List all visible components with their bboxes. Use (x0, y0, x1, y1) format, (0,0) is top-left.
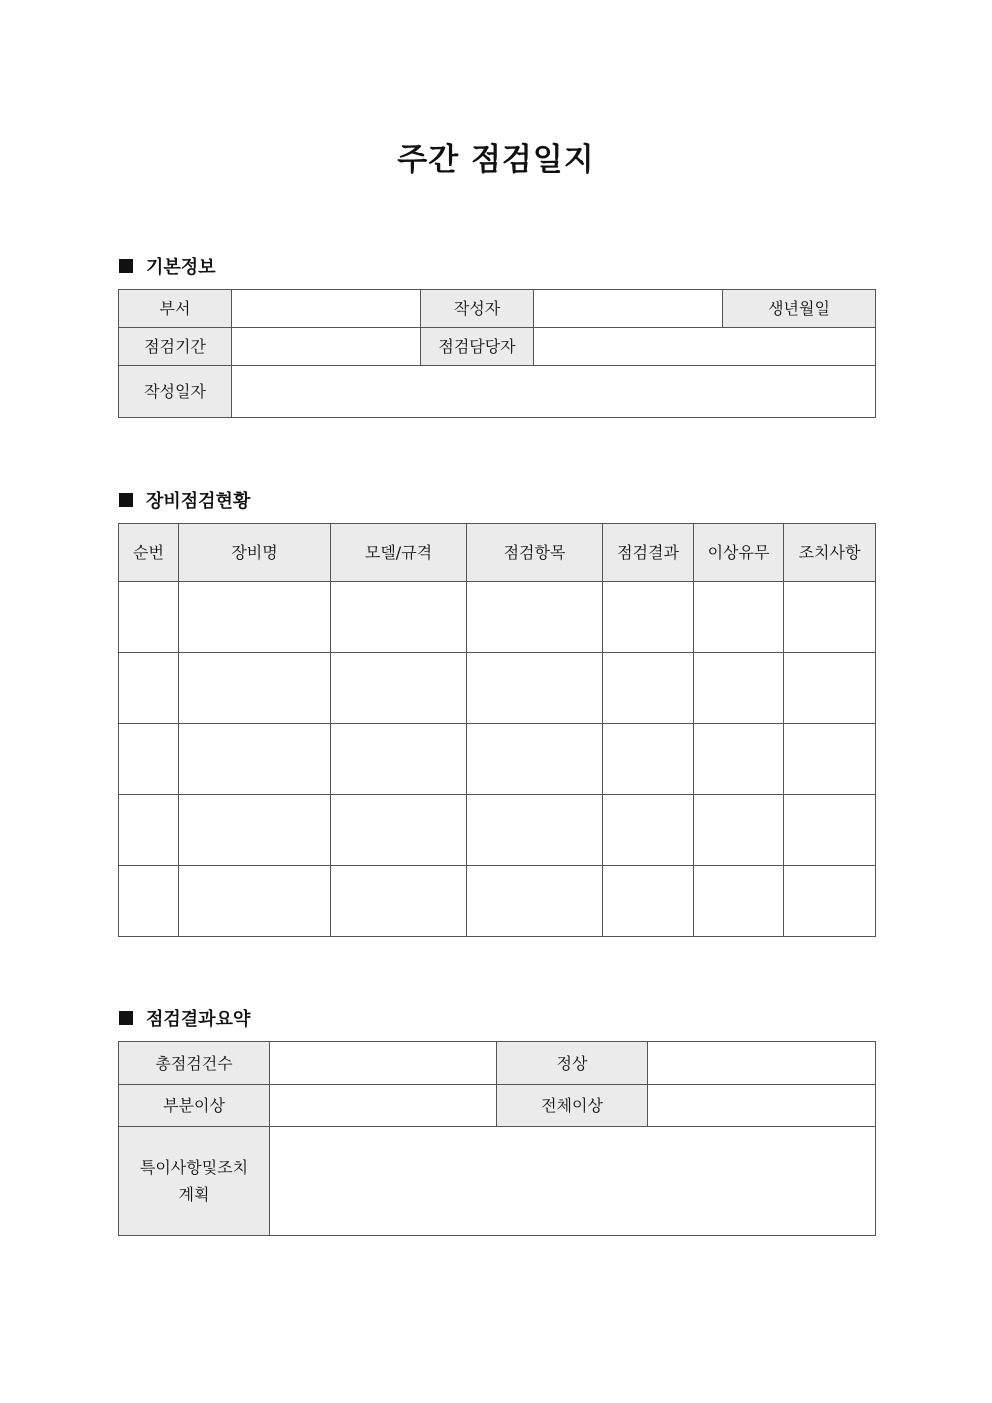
table-row (119, 795, 876, 866)
table-row (119, 582, 876, 653)
cell-equipment-name[interactable] (179, 653, 331, 724)
section-title: 점검결과요약 (146, 1009, 251, 1030)
header-no: 순번 (119, 524, 179, 582)
header-action: 조치사항 (784, 524, 876, 582)
remarks-field[interactable] (270, 1127, 876, 1236)
section-heading-summary (119, 1005, 250, 1031)
cell-action[interactable] (784, 866, 876, 937)
cell-inspection-item[interactable] (467, 866, 603, 937)
cell-equipment-name[interactable] (179, 866, 331, 937)
header-equipment-name: 장비명 (179, 524, 331, 582)
square-bullet-icon (119, 1011, 133, 1025)
section-heading-equipment (119, 487, 250, 513)
department-field[interactable] (232, 290, 421, 328)
table-row (119, 866, 876, 937)
written-date-label: 작성일자 (119, 366, 232, 418)
cell-action[interactable] (784, 795, 876, 866)
inspection-period-label: 점검기간 (119, 328, 232, 366)
cell-model-spec[interactable] (331, 724, 467, 795)
partial-issue-label: 부분이상 (119, 1085, 270, 1127)
cell-model-spec[interactable] (331, 582, 467, 653)
cell-inspection-result[interactable] (603, 795, 694, 866)
equipment-table (118, 523, 876, 937)
cell-inspection-item[interactable] (467, 653, 603, 724)
cell-model-spec[interactable] (331, 866, 467, 937)
table-row (119, 653, 876, 724)
cell-inspection-result[interactable] (603, 866, 694, 937)
cell-action[interactable] (784, 653, 876, 724)
cell-no[interactable] (119, 724, 179, 795)
cell-no[interactable] (119, 582, 179, 653)
author-field[interactable] (534, 290, 723, 328)
header-model-spec: 모델/규격 (331, 524, 467, 582)
cell-no[interactable] (119, 866, 179, 937)
square-bullet-icon (119, 259, 133, 273)
total-count-label: 총점검건수 (119, 1042, 270, 1085)
cell-action[interactable] (784, 582, 876, 653)
cell-inspection-item[interactable] (467, 724, 603, 795)
inspector-field[interactable] (534, 328, 876, 366)
cell-equipment-name[interactable] (179, 582, 331, 653)
department-label: 부서 (119, 290, 232, 328)
basic-info-table (118, 289, 876, 418)
cell-inspection-result[interactable] (603, 724, 694, 795)
partial-issue-field[interactable] (270, 1085, 497, 1127)
cell-inspection-item[interactable] (467, 582, 603, 653)
total-issue-label: 전체이상 (497, 1085, 648, 1127)
cell-abnormality[interactable] (694, 582, 784, 653)
cell-inspection-result[interactable] (603, 653, 694, 724)
header-abnormality: 이상유무 (694, 524, 784, 582)
cell-model-spec[interactable] (331, 653, 467, 724)
cell-abnormality[interactable] (694, 795, 784, 866)
cell-no[interactable] (119, 795, 179, 866)
inspector-label: 점검담당자 (421, 328, 534, 366)
normal-field[interactable] (648, 1042, 876, 1085)
square-bullet-icon (119, 493, 133, 507)
cell-inspection-item[interactable] (467, 795, 603, 866)
cell-no[interactable] (119, 653, 179, 724)
page-title: 주간 점검일지 (397, 142, 595, 178)
header-inspection-result: 점검결과 (603, 524, 694, 582)
author-label: 작성자 (421, 290, 534, 328)
cell-model-spec[interactable] (331, 795, 467, 866)
cell-abnormality[interactable] (694, 724, 784, 795)
birth-date-label: 생년월일 (723, 290, 876, 328)
cell-equipment-name[interactable] (179, 724, 331, 795)
cell-action[interactable] (784, 724, 876, 795)
header-inspection-item: 점검항목 (467, 524, 603, 582)
inspection-period-field[interactable] (232, 328, 421, 366)
total-count-field[interactable] (270, 1042, 497, 1085)
remarks-label: 특이사항및조치계획 (119, 1127, 270, 1236)
total-issue-field[interactable] (648, 1085, 876, 1127)
section-title: 장비점검현황 (146, 491, 251, 512)
normal-label: 정상 (497, 1042, 648, 1085)
cell-abnormality[interactable] (694, 866, 784, 937)
cell-equipment-name[interactable] (179, 795, 331, 866)
section-heading-basic-info (119, 253, 216, 279)
cell-abnormality[interactable] (694, 653, 784, 724)
table-row (119, 724, 876, 795)
section-title: 기본정보 (146, 257, 216, 278)
cell-inspection-result[interactable] (603, 582, 694, 653)
written-date-field[interactable] (232, 366, 876, 418)
summary-table (118, 1041, 876, 1236)
